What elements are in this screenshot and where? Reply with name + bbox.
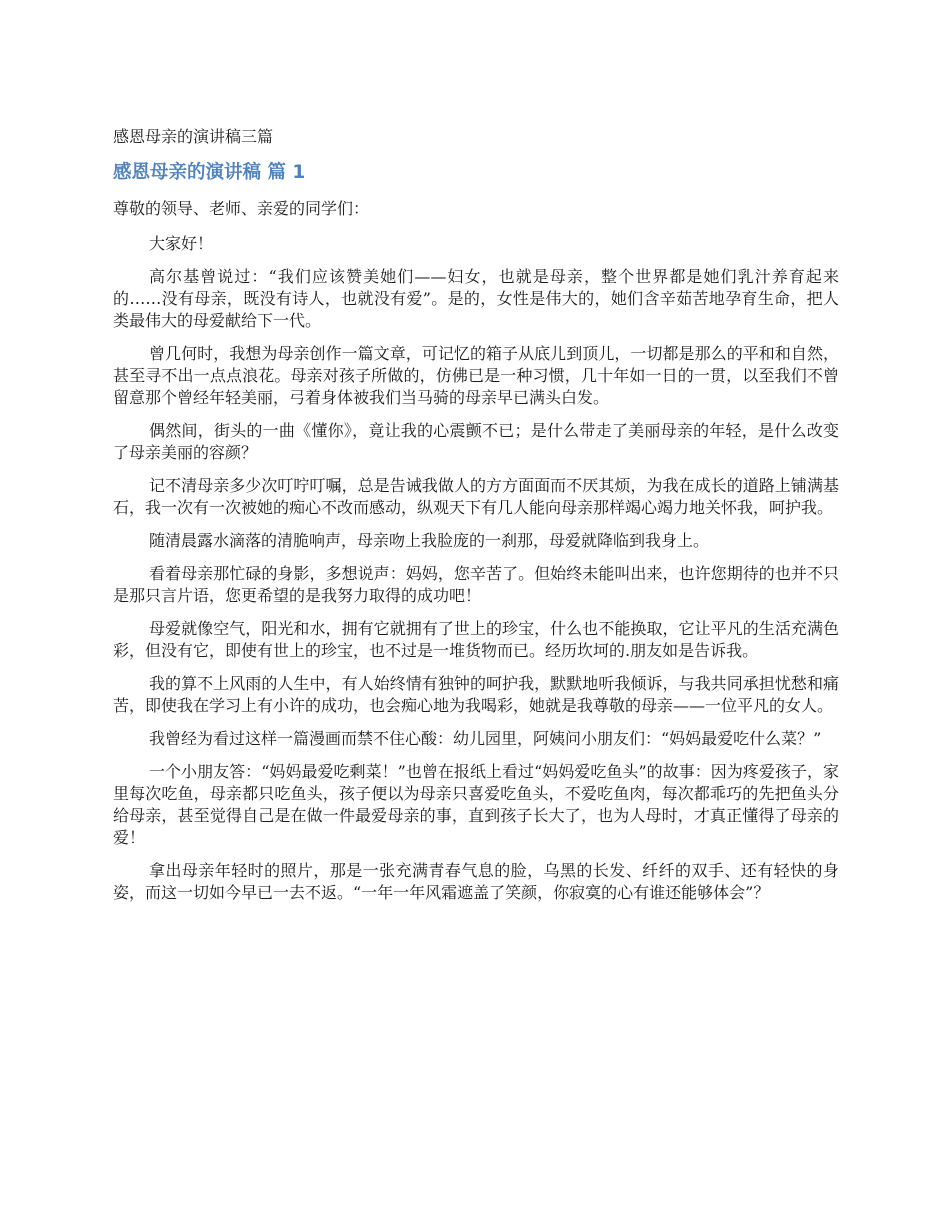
paragraph: 一个小朋友答：“妈妈最爱吃剩菜！”也曾在报纸上看过“妈妈爱吃鱼头”的故事：因为疼爱孩子，家里每次吃鱼，母亲都只吃鱼头，孩子便以为母亲只喜爱吃鱼头，不爱吃鱼肉，每次都乖巧的先把鱼头分给母亲，甚至觉得自己是在做一件最爱母亲的事，直到孩子长大了，也为人母时，才真正懂得了母亲的爱！ — [113, 762, 839, 847]
paragraph: 记不清母亲多少次叮咛叮嘱，总是告诫我做人的方方面面而不厌其烦，为我在成长的道路上铺满基石，我一次有一次被她的痴心不改而感动，纵观天下有几人能向母亲那样竭心竭力地关怀我，呵护我。 — [113, 476, 839, 517]
salutation: 尊敬的领导、老师、亲爱的同学们： — [113, 199, 370, 218]
document-page — [113, 126, 839, 915]
paragraph: 我曾经为看过这样一篇漫画而禁不住心酸：幼儿园里，阿姨问小朋友们：“妈妈最爱吃什么菜？” — [149, 729, 822, 748]
paragraph: 曾几何时，我想为母亲创作一篇文章，可记忆的箱子从底儿到顶儿，一切都是那么的平和和自然，甚至寻不出一点点浪花。母亲对孩子所做的，仿佛已是一种习惯，几十年如一日的一贯，以至我们不曾留意那个曾经年轻美丽，弓着身体被我们当马骑的母亲早已满头白发。 — [113, 344, 839, 407]
paragraph: 我的算不上风雨的人生中，有人始终情有独钟的呵护我，默默地听我倾诉，与我共同承担忧愁和痛苦，即使我在学习上有小许的成功，也会痴心地为我喝彩，她就是我尊敬的母亲——一位平凡的女人。 — [113, 674, 839, 715]
section-heading: 感恩母亲的演讲稿 篇 1 — [113, 162, 306, 183]
paragraph: 偶然间，街头的一曲《懂你》，竟让我的心震颤不已；是什么带走了美丽母亲的年轻，是什么改变了母亲美丽的容颜？ — [113, 421, 839, 462]
paragraph: 随清晨露水滴落的清脆响声，母亲吻上我脸庞的一刹那，母爱就降临到我身上。 — [149, 531, 710, 550]
paragraph: 高尔基曾说过：“我们应该赞美她们——妇女，也就是母亲，整个世界都是她们乳汁养育起来的……没有母亲，既没有诗人，也就没有爱”。是的，女性是伟大的，她们含辛茹苦地孕育生命，把人类最伟大的母爱献给下一代。 — [113, 267, 839, 330]
paragraph: 大家好！ — [149, 234, 214, 253]
paragraph: 拿出母亲年轻时的照片，那是一张充满青春气息的脸，乌黑的长发、纤纤的双手、还有轻快的身姿，而这一切如今早已一去不返。“一年一年风霜遮盖了笑颜，你寂寞的心有谁还能够体会”？ — [113, 861, 839, 902]
paragraph: 看着母亲那忙碌的身影，多想说声：妈妈，您辛苦了。但始终未能叫出来，也许您期待的也并不只是那只言片语，您更希望的是我努力取得的成功吧！ — [113, 564, 839, 605]
paragraph: 母爱就像空气，阳光和水，拥有它就拥有了世上的珍宝，什么也不能换取，它让平凡的生活充满色彩，但没有它，即使有世上的珍宝，也不过是一堆货物而已。经历坎坷的.朋友如是告诉我。 — [113, 619, 839, 660]
document-title: 感恩母亲的演讲稿三篇 — [113, 127, 274, 146]
